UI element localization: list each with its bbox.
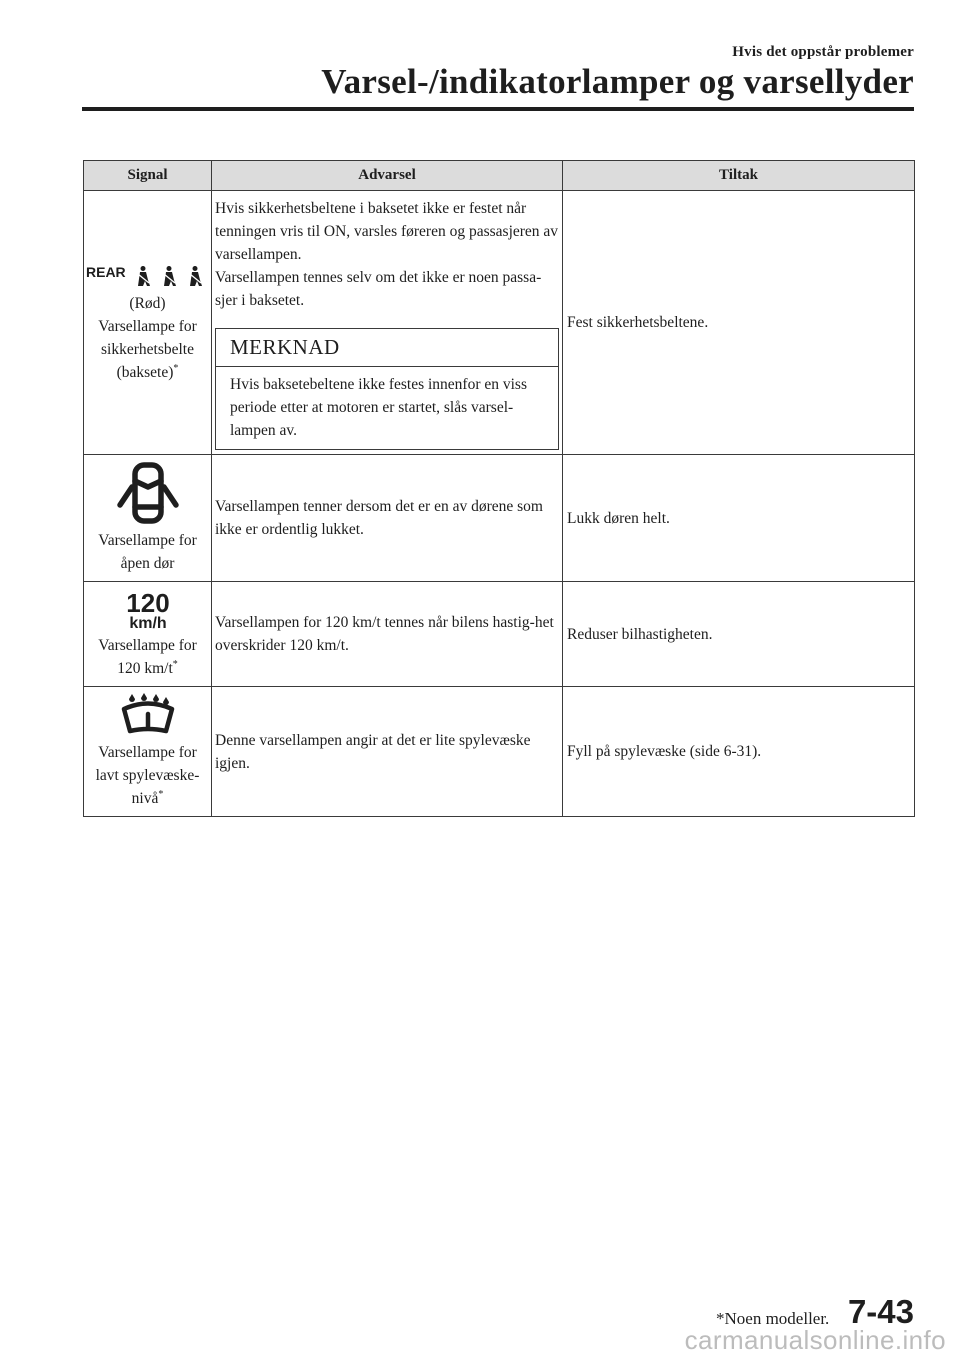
note-title: MERKNAD: [216, 329, 558, 367]
table-row: [84, 455, 915, 582]
table-row: [84, 582, 915, 687]
warning-cell: [212, 191, 563, 455]
signal-label-line: Varsellampe for: [98, 744, 197, 761]
signal-color: (Rød): [129, 294, 166, 312]
note-text: Hvis baksetebeltene ikke festes innenfor en viss periode etter at motoren er startet, slås varsel-lampen av.: [230, 376, 527, 439]
signal-label-line: lavt spylevæske-: [95, 767, 200, 784]
section-heading: Hvis det oppstår problemer: [732, 44, 914, 60]
speed-120-icon: [123, 588, 173, 630]
asterisk-marker: *: [173, 362, 179, 374]
warning-cell: Varsellampen for 120 km/t tennes når bilens hastig-het overskrider 120 km/t.: [212, 582, 563, 687]
speed-unit-label: km/h: [128, 615, 167, 630]
signal-label-line: sikkerhetsbelte: [101, 340, 194, 358]
signal-label-line: 120 km/t*: [117, 658, 178, 677]
warning-lights-table: [83, 160, 915, 817]
signal-cell: [84, 582, 212, 687]
table-row: [84, 687, 915, 817]
table-row: [84, 191, 915, 455]
column-header-action: Tiltak: [563, 161, 915, 191]
page-title: Varsel-/indikatorlamper og varsellyder: [321, 62, 914, 101]
signal-label-line: åpen dør: [120, 555, 175, 572]
signal-label-line: (baksete)*: [116, 362, 179, 381]
washer-fluid-icon: [118, 693, 178, 737]
signal-cell: [84, 191, 212, 455]
header-divider: [82, 107, 914, 111]
rear-seatbelt-warning-icon: [86, 262, 210, 288]
table-header-row: [84, 161, 915, 191]
column-header-warning: Advarsel: [212, 161, 563, 191]
footnote: *Noen modeller.: [716, 1309, 830, 1328]
asterisk-marker: *: [158, 788, 164, 800]
warning-text-2: Varsellampen tennes selv om det ikke er noen passa-sjer i baksetet.: [215, 269, 542, 309]
action-cell: Reduser bilhastigheten.: [563, 582, 915, 687]
signal-cell: [84, 687, 212, 817]
warning-cell: Denne varsellampen angir at det er lite spylevæske igjen.: [212, 687, 563, 817]
action-cell: Fyll på spylevæske (side 6-31).: [563, 687, 915, 817]
action-cell: Fest sikkerhetsbeltene.: [563, 191, 915, 455]
speed-value-label: 120: [125, 588, 170, 618]
signal-label-line: nivå*: [131, 788, 164, 807]
warning-cell: Varsellampen tenner dersom det er en av dørene som ikke er ordentlig lukket.: [212, 455, 563, 582]
watermark: carmanualsonline.info: [684, 1325, 946, 1355]
signal-cell: [84, 455, 212, 582]
action-cell: Lukk døren helt.: [563, 455, 915, 582]
page-number: 7-43: [847, 1293, 914, 1330]
note-box: [215, 328, 559, 450]
signal-label-line: Varsellampe for: [98, 532, 197, 549]
warning-text: Hvis sikkerhetsbeltene i baksetet ikke er festet når tenningen vris til ON, varsles føreren og passasjeren av varsellampen.: [215, 200, 559, 263]
asterisk-marker: *: [172, 658, 178, 670]
signal-label-line: Varsellampe for: [98, 637, 197, 654]
signal-label-line: Varsellampe for: [98, 317, 197, 335]
rear-label: REAR: [86, 263, 126, 280]
column-header-signal: Signal: [84, 161, 212, 191]
door-open-icon: [113, 461, 183, 525]
